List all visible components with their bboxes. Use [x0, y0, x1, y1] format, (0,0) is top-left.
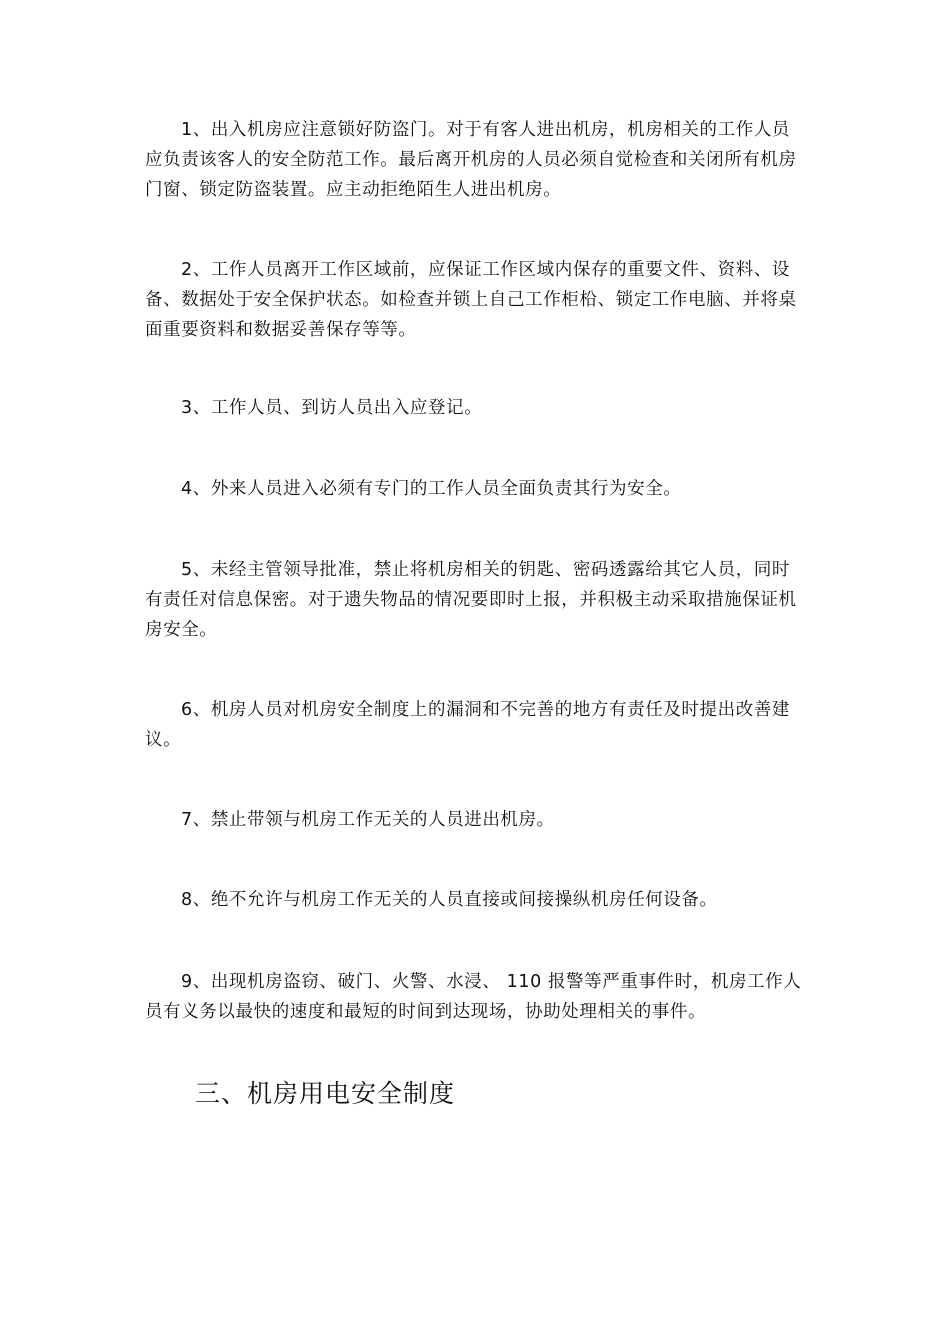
- section-heading: 三、机房用电安全制度: [195, 1079, 456, 1108]
- rule-paragraph-7: 7、禁止带领与机房工作无关的人员进出机房。: [181, 810, 555, 830]
- rule-paragraph-5: 5、未经主管领导批准，禁止将机房相关的钥匙、密码透露给其它人员，同时有责任对信息保密。对于遗失物品的情况要即时上报，并积极主动采取措施保证机房安全。: [145, 560, 797, 640]
- rule-paragraph-3: 3、工作人员、到访人员出入应登记。: [181, 398, 483, 418]
- rule-paragraph-8: 8、绝不允许与机房工作无关的人员直接或间接操纵机房任何设备。: [181, 890, 718, 910]
- rule-paragraph-6: 6、机房人员对机房安全制度上的漏洞和不完善的地方有责任及时提出改善建议。: [145, 700, 791, 750]
- rule-paragraph-1: 1、出入机房应注意锁好防盗门。对于有客人进出机房，机房相关的工作人员应负责该客人的安全防范工作。最后离开机房的人员必须自觉检查和关闭所有机房门窗、锁定防盗装置。应主动拒绝陌生人进出机房。: [145, 120, 797, 200]
- rule-paragraph-9: 9、出现机房盗窃、破门、火警、水浸、 110 报警等严重事件时，机房工作人员有义务以最快的速度和最短的时间到达现场，协助处理相关的事件。: [145, 972, 802, 1022]
- rule-paragraph-2: 2、工作人员离开工作区域前，应保证工作区域内保存的重要文件、资料、设备、数据处于安全保护状态。如检查并锁上自己工作柜柗、锁定工作电脑、并将桌面重要资料和数据妥善保存等等。: [145, 260, 797, 340]
- rule-paragraph-4: 4、外来人员进入必须有专门的工作人员全面负责其行为安全。: [181, 479, 682, 499]
